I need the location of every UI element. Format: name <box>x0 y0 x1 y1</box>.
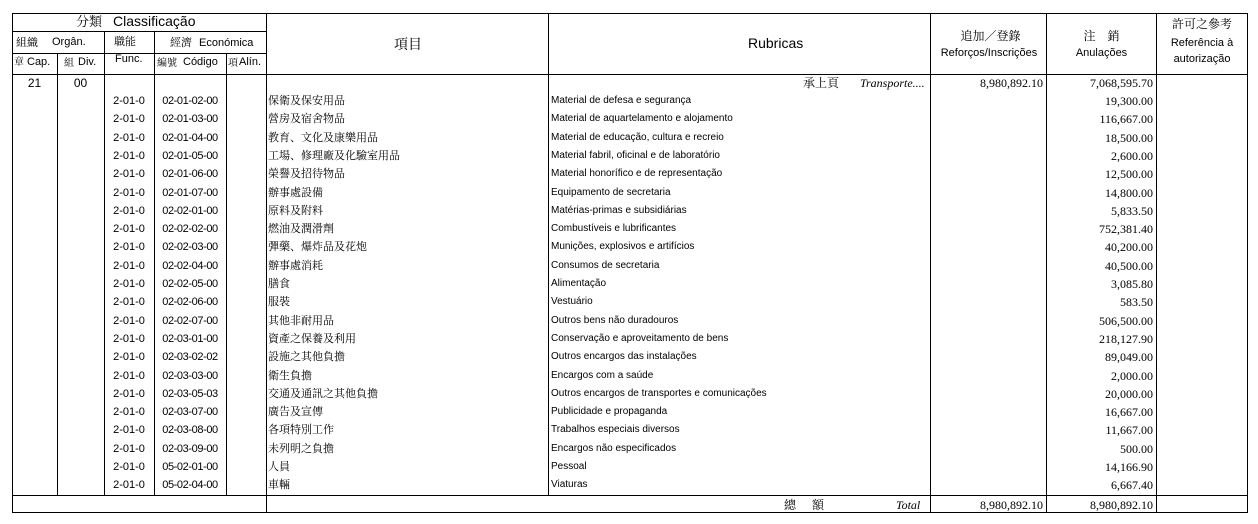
economic-code: 02-01-02-00 <box>162 95 218 107</box>
division-zh: 組 <box>64 58 74 69</box>
economic-code: 02-02-06-00 <box>162 296 218 308</box>
func-code: 2-01-0 <box>113 168 145 180</box>
item-zh: 資產之保養及利用 <box>268 333 356 345</box>
economic-code: 02-02-01-00 <box>162 205 218 217</box>
item-zh: 其他非耐用品 <box>268 315 334 327</box>
item-zh: 衛生負擔 <box>268 370 312 382</box>
annulment-value: 14,800.00 <box>1105 186 1153 200</box>
item-zh: 工場、修理廠及化驗室用品 <box>268 150 400 162</box>
annulment-value: 3,085.80 <box>1111 277 1153 291</box>
annulments-pt: Anulações <box>1075 47 1128 59</box>
func-code: 2-01-0 <box>113 132 145 144</box>
item-zh: 膳食 <box>268 278 290 290</box>
organic-zh: 組織 <box>16 37 38 49</box>
item-pt: Material de educação, cultura e recreio <box>551 132 724 143</box>
item-pt: Outros encargos de transportes e comunicações <box>551 388 767 399</box>
func-code: 2-01-0 <box>113 351 145 363</box>
chapter-value: 21 <box>27 76 42 90</box>
func-code: 2-01-0 <box>113 260 145 272</box>
code-pt: Código <box>183 56 218 68</box>
annulment-value: 18,500.00 <box>1105 131 1153 145</box>
item-zh: 保衛及保安用品 <box>268 95 345 107</box>
item-pt: Alimentação <box>551 278 607 289</box>
economic-code: 02-02-03-00 <box>162 241 218 253</box>
annulments-zh: 注 銷 <box>1083 29 1120 43</box>
annulment-value: 20,000.00 <box>1105 387 1153 401</box>
annulment-value: 218,127.90 <box>1099 332 1153 346</box>
functional-pt: Func. <box>115 53 143 65</box>
transport-reinforcements: 8,980,892.10 <box>980 76 1043 90</box>
division-value: 00 <box>73 76 88 90</box>
economic-code: 02-03-08-00 <box>162 424 218 436</box>
annulment-value: 12,500.00 <box>1105 167 1153 181</box>
reference-zh: 許可之參考 <box>1171 17 1232 31</box>
functional-zh: 職能 <box>114 36 136 48</box>
func-code: 2-01-0 <box>113 461 145 473</box>
economic-code: 02-03-07-00 <box>162 406 218 418</box>
organic-pt: Orgân. <box>52 36 86 48</box>
reinforcements-zh: 追加／登錄 <box>960 29 1021 43</box>
annulment-value: 40,500.00 <box>1105 259 1153 273</box>
item-pt: Munições, explosivos e artifícios <box>551 241 695 252</box>
total-annulments: 8,980,892.10 <box>1090 498 1153 512</box>
transport-label-pt: Transporte.... <box>860 76 925 90</box>
transport-annulments: 7,068,595.70 <box>1090 76 1153 90</box>
item-pt: Vestuário <box>551 296 593 307</box>
item-zh: 設施之其他負擔 <box>268 351 345 363</box>
item-pt: Combustíveis e lubrificantes <box>551 223 677 234</box>
item-zh: 教育、文化及康樂用品 <box>268 132 378 144</box>
func-code: 2-01-0 <box>113 424 145 436</box>
items-header: 項目 <box>394 36 422 52</box>
annulment-value: 116,667.00 <box>1099 112 1153 126</box>
total-label-pt: Total <box>896 498 921 512</box>
func-code: 2-01-0 <box>113 278 145 290</box>
item-zh: 車輛 <box>268 479 290 491</box>
func-code: 2-01-0 <box>113 223 145 235</box>
annulment-value: 5,833.50 <box>1111 204 1153 218</box>
func-code: 2-01-0 <box>113 315 145 327</box>
chapter-pt: Cap. <box>27 56 51 68</box>
item-zh: 人員 <box>268 461 290 473</box>
item-zh: 服裝 <box>268 296 290 308</box>
item-zh: 辦事處消耗 <box>268 260 323 272</box>
item-pt: Material de aquartelamento e alojamento <box>551 113 733 124</box>
alinea-zh: 項 <box>228 58 238 69</box>
economic-code: 02-03-05-03 <box>162 388 218 400</box>
total-label-zh: 總 額 <box>784 498 827 512</box>
item-pt: Material honorífico e de representação <box>551 168 723 179</box>
annulment-value: 16,667.00 <box>1105 405 1153 419</box>
func-code: 2-01-0 <box>113 296 145 308</box>
reference-pt-line2: autorização <box>1173 53 1231 65</box>
alinea-pt: Alín. <box>239 56 262 68</box>
economic-code: 02-03-01-00 <box>162 333 218 345</box>
item-pt: Publicidade e propaganda <box>551 406 668 417</box>
economic-code: 02-01-04-00 <box>162 132 218 144</box>
annulment-value: 19,300.00 <box>1105 94 1153 108</box>
item-pt: Outros bens não duradouros <box>551 315 679 326</box>
classification-zh: 分類 <box>76 14 103 29</box>
item-zh: 廣告及宣傳 <box>268 406 323 418</box>
economic-code: 05-02-01-00 <box>162 461 218 473</box>
item-zh: 各項特別工作 <box>268 424 334 436</box>
annulment-value: 506,500.00 <box>1099 314 1153 328</box>
func-code: 2-01-0 <box>113 113 145 125</box>
item-pt: Encargos com a saúde <box>551 370 654 381</box>
item-pt: Viaturas <box>551 479 588 490</box>
annulment-value: 11,667.00 <box>1105 423 1153 437</box>
item-pt: Equipamento de secretaria <box>551 187 671 198</box>
item-zh: 原料及附料 <box>268 205 323 217</box>
func-code: 2-01-0 <box>113 388 145 400</box>
economic-code: 02-01-03-00 <box>162 113 218 125</box>
economic-code: 02-01-05-00 <box>162 150 218 162</box>
func-code: 2-01-0 <box>113 95 145 107</box>
total-reinforcements: 8,980,892.10 <box>980 498 1043 512</box>
item-pt: Consumos de secretaria <box>551 260 660 271</box>
func-code: 2-01-0 <box>113 333 145 345</box>
code-zh: 編號 <box>157 58 177 69</box>
item-zh: 燃油及潤滑劑 <box>268 223 334 235</box>
annulment-value: 500.00 <box>1120 442 1153 456</box>
item-pt: Pessoal <box>551 461 587 472</box>
economic-zh: 經濟 <box>170 37 192 49</box>
annulment-value: 6,667.40 <box>1111 478 1153 492</box>
division-pt: Div. <box>78 56 97 68</box>
economic-code: 02-01-07-00 <box>162 187 218 199</box>
item-pt: Conservação e aproveitamento de bens <box>551 333 729 344</box>
item-pt: Encargos não especificados <box>551 443 677 454</box>
item-pt: Material de defesa e segurança <box>551 95 692 106</box>
transport-label-zh: 承上頁 <box>803 76 840 90</box>
item-pt: Material fabril, oficinal e de laboratório <box>551 150 720 161</box>
reinforcements-pt: Reforços/Inscrições <box>940 47 1038 59</box>
annulment-value: 14,166.90 <box>1105 460 1153 474</box>
item-pt: Outros encargos das instalações <box>551 351 697 362</box>
item-pt: Trabalhos especiais diversos <box>551 424 680 435</box>
economic-code: 02-02-05-00 <box>162 278 218 290</box>
chapter-zh: 章 <box>14 57 24 68</box>
item-zh: 交通及通訊之其他負擔 <box>268 388 378 400</box>
item-zh: 未列明之負擔 <box>268 443 334 455</box>
economic-code: 02-03-03-00 <box>162 370 218 382</box>
annulment-value: 40,200.00 <box>1105 240 1153 254</box>
rubricas-header: Rubricas <box>748 35 804 51</box>
economic-code: 02-02-02-00 <box>162 223 218 235</box>
func-code: 2-01-0 <box>113 479 145 491</box>
annulment-value: 2,600.00 <box>1111 149 1153 163</box>
economic-pt: Económica <box>199 37 254 49</box>
reference-pt-line1: Referência à <box>1170 37 1234 49</box>
item-zh: 彈藥、爆炸品及花炮 <box>268 241 367 253</box>
func-code: 2-01-0 <box>113 187 145 199</box>
annulment-value: 89,049.00 <box>1105 350 1153 364</box>
func-code: 2-01-0 <box>113 241 145 253</box>
annulment-value: 583.50 <box>1120 295 1153 309</box>
item-zh: 榮譽及招待物品 <box>268 168 345 180</box>
annulment-value: 752,381.40 <box>1099 222 1153 236</box>
item-zh: 辦事處設備 <box>268 187 323 199</box>
annulment-value: 2,000.00 <box>1111 369 1153 383</box>
classification-pt: Classificação <box>113 13 196 29</box>
economic-code: 05-02-04-00 <box>162 479 218 491</box>
func-code: 2-01-0 <box>113 205 145 217</box>
func-code: 2-01-0 <box>113 443 145 455</box>
item-zh: 營房及宿舍物品 <box>268 113 345 125</box>
economic-code: 02-03-09-00 <box>162 443 218 455</box>
func-code: 2-01-0 <box>113 150 145 162</box>
func-code: 2-01-0 <box>113 370 145 382</box>
economic-code: 02-03-02-02 <box>162 351 218 363</box>
economic-code: 02-02-04-00 <box>162 260 218 272</box>
func-code: 2-01-0 <box>113 406 145 418</box>
economic-code: 02-02-07-00 <box>162 315 218 327</box>
economic-code: 02-01-06-00 <box>162 168 218 180</box>
item-pt: Matérias-primas e subsidiárias <box>551 205 687 216</box>
